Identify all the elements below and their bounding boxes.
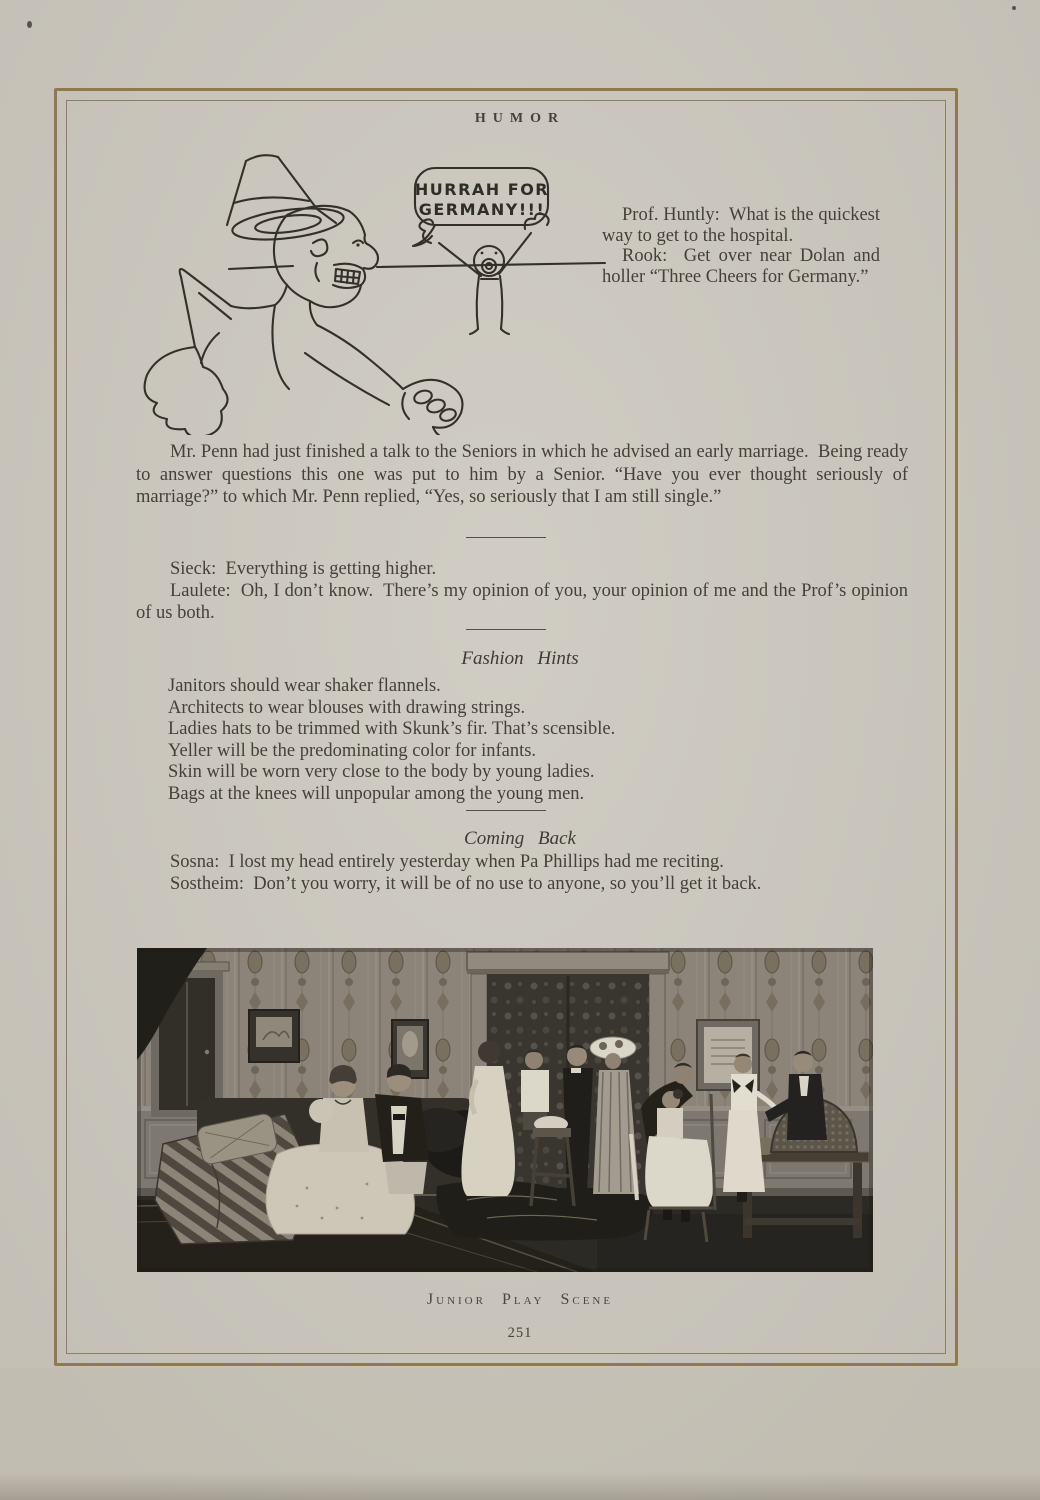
wall-picture <box>249 1010 299 1062</box>
bottom-edge-shadow <box>0 1472 1040 1500</box>
huntly-answer: Rook: Get over near Dolan and holler “Three Cheers for Germany.” <box>602 246 885 287</box>
fashion-hints-heading: Fashion Hints <box>461 648 579 669</box>
paper-speck <box>27 21 32 28</box>
section-divider <box>466 537 546 538</box>
fashion-hints-list <box>168 676 908 805</box>
fashion-item: Janitors should wear shaker flannels. <box>168 676 441 696</box>
page-number: 251 <box>507 1325 533 1341</box>
fashion-item: Skin will be worn very close to the body by young ladies. <box>168 762 595 782</box>
section-divider <box>466 810 546 811</box>
laulete-line: Laulete: Oh, I don’t know. There’s my opinion of you, your opinion of me and the Prof’s opinion of us both. <box>136 581 913 623</box>
coming-back-joke <box>136 851 908 895</box>
fashion-item: Ladies hats to be trimmed with Skunk’s fir. That’s scensible. <box>168 719 616 739</box>
paper-speck <box>1012 6 1016 10</box>
fashion-item: Bags at the knees will unpopular among the young men. <box>168 783 585 804</box>
section-divider <box>466 629 546 630</box>
fashion-item: Yeller will be the predominating color for infants. <box>168 740 537 761</box>
play-scene-illustration <box>137 948 873 1272</box>
junior-play-photo <box>137 948 873 1272</box>
page-title: HUMOR <box>474 111 566 126</box>
fashion-item: Architects to wear blouses with drawing strings. <box>168 697 526 718</box>
sieck-line: Sieck: Everything is getting higher. <box>170 559 437 579</box>
cartoon-drawing <box>137 143 607 435</box>
small-cheering-figure <box>419 214 548 334</box>
coming-back-heading: Coming Back <box>464 828 576 849</box>
speech-text-line2: GERMANY!!! <box>418 200 546 219</box>
horizon-line <box>229 263 605 269</box>
penn-joke: Mr. Penn had just finished a talk to the Seniors in which he advised an early marriage. Being ready to answer questions this one was put to him by a Senior. “Have you ever thought seriously of marriage?” to which Mr. Penn replied, “Yes, so seriously that I am still single.” <box>136 442 913 507</box>
speech-text-line1: HURRAH FOR <box>414 180 550 199</box>
sieck-joke <box>136 558 913 624</box>
huntly-question: Prof. Huntly: What is the quickest way to get to the hospital. <box>602 205 885 246</box>
sostheim-line: Sostheim: Don’t you worry, it will be of no use to anyone, so you’ll get it back. <box>170 874 762 894</box>
photo-caption: Junior Play Scene <box>426 1291 614 1308</box>
sosna-line: Sosna: I lost my head entirely yesterday when Pa Phillips had me reciting. <box>170 852 724 872</box>
huntly-joke <box>602 205 885 287</box>
